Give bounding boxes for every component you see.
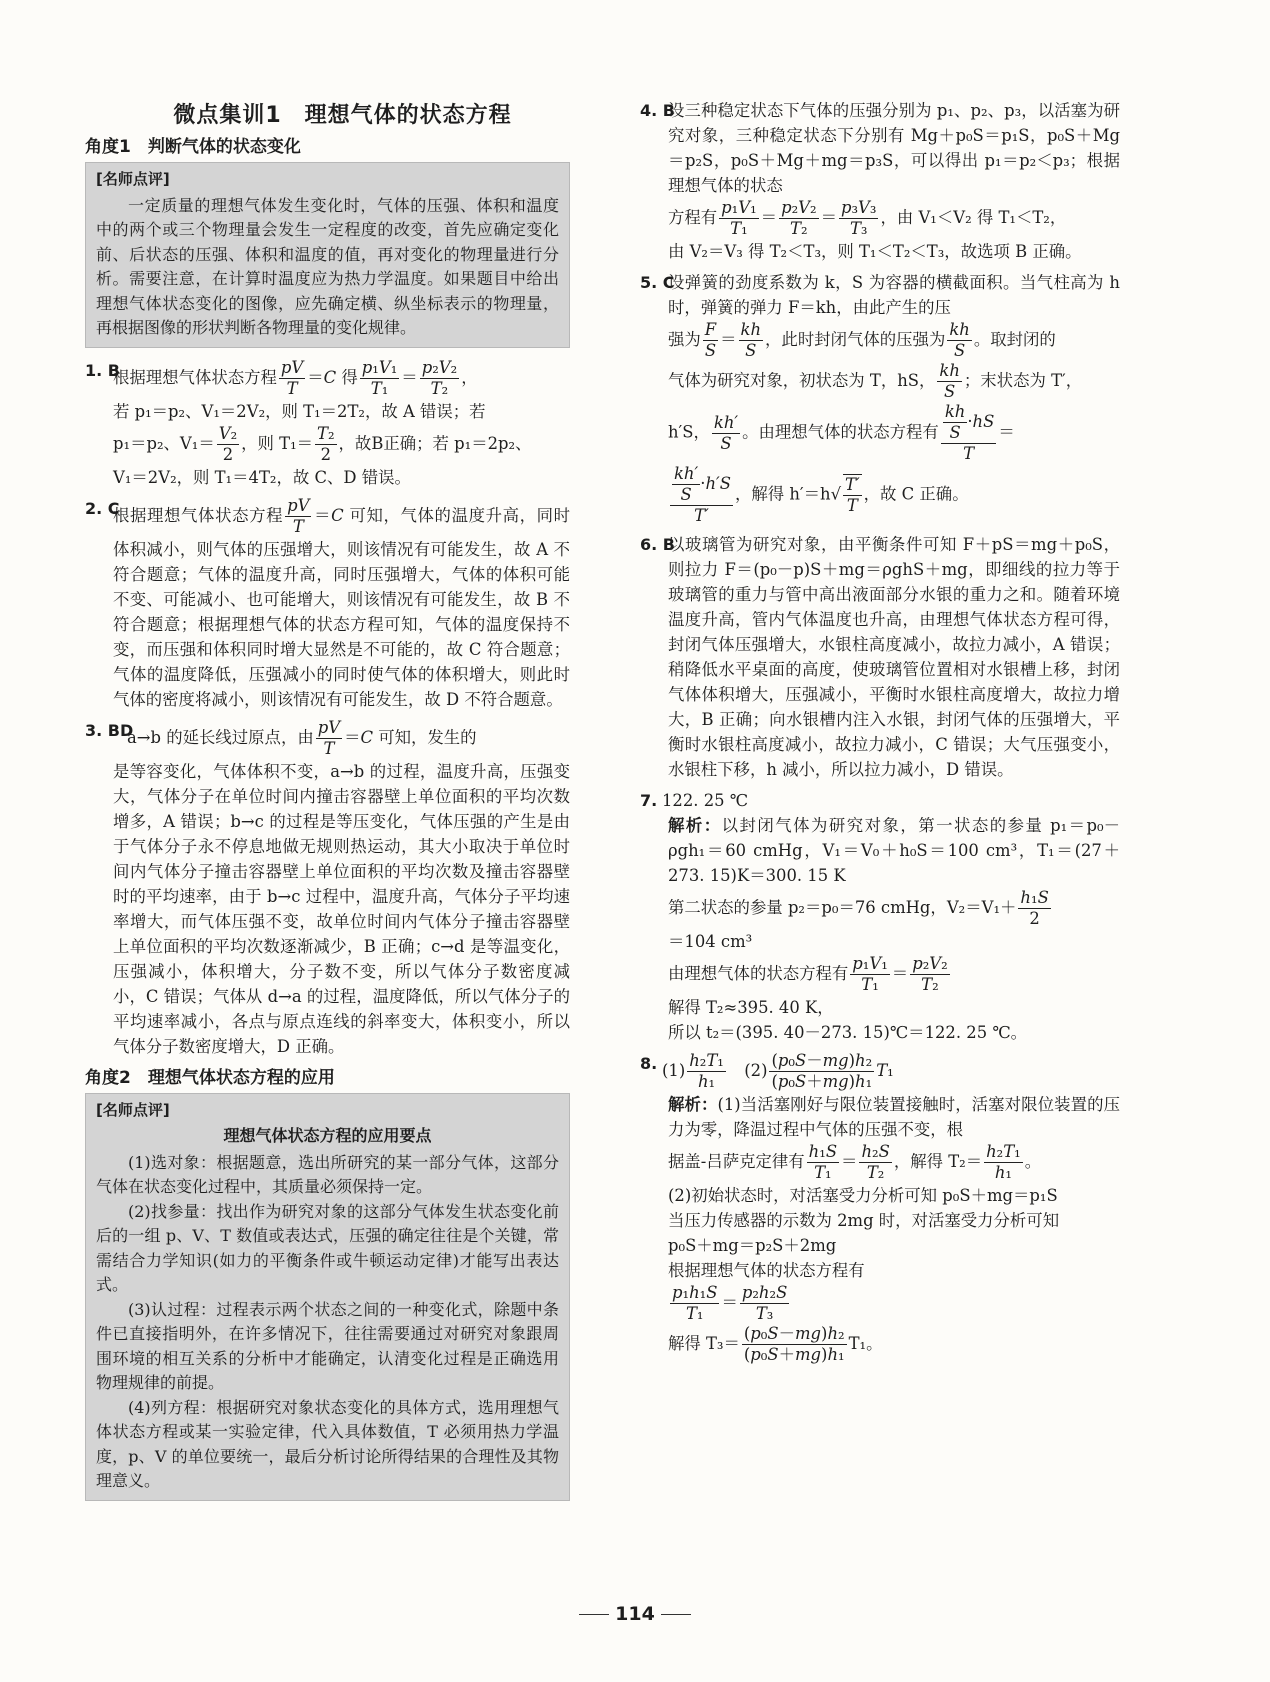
answer-7-text-a: 以封闭气体为研究对象，第一状态的参量 p₁＝p₀－ρgh₁＝60 cmHg，V₁＝V₀＋h₀S＝100 cm³，T₁＝(27＋273. 15)K＝300. 15 K [668, 816, 1121, 885]
formula-p1v1-t1-7: $\frac{\text{p₁V₁}}{\text{T₁}}$ [852, 954, 888, 994]
answer-7-text-c: ＝104 cm³ [668, 932, 753, 951]
tip-box-1-text: 一定质量的理想气体发生变化时，气体的压强、体积和温度中的两个或三个物理量会发生一定程度的改变，首先应确定变化前、后状态的压强、体积和温度的值，再对变化的物理量进行分析。需要注意，在计算时温度应为热力学温度。如果题目中给出理想气体状态变化的图像，应先确定横、纵坐标表示的物理量，再根据图像的形状判断各物理量的变化规律。 [96, 195, 559, 337]
answer-1-text-d: ，则 T₁＝ [241, 433, 314, 453]
answer-8-number: 8. [640, 1054, 658, 1073]
formula-pv-t-3: $\frac{pV}{T}$ [317, 717, 341, 758]
formula-h1s-t1: $\frac{\text{h₁S}}{\text{T₁}}$ [808, 1142, 838, 1182]
answer-5-number: 5. C [640, 273, 675, 292]
answer-8-analysis-label: 解析： [668, 1095, 718, 1114]
formula-state-initial: $\frac{kh}{S}$ ·hS T [941, 402, 997, 464]
formula-t3-result: $\frac{\text{(p₀S－mg)h₂}}{\text{(p₀S＋mg)h₁}}$ [743, 1324, 845, 1364]
answer-5-text-e: 气体为研究对象，初状态为 T，hS， [668, 371, 936, 390]
answer-7-analysis-label: 解析： [668, 816, 722, 835]
answer-8-text-a: (1)当活塞刚好与限位装置接触时，活塞对限位装置的压力为零，降温过程中气体的压强不变，根 [668, 1095, 1121, 1139]
answer-1: 1. B 根据理想气体状态方程 $\frac{pV}{T}$ ＝C 得 $\frac{\text{p₁V₁}}{\text{T₁}}$ ＝ $\frac{\text{p₂V₂}}{\text{T₂}}$ ， 若 p₁＝p₂、V₁＝2V₂，则 T₁＝2T₂，故 A 错误；若 p₁＝p₂、V₁＝ $\frac{\text{V₂}}{2}$ ，则 T₁＝ $\frac{\text{T₂}}{2}$ ，故B正确；若 p₁＝2p₂、 V₁＝2V₂，则 T₁＝4T₂，故 C、D 错误。 [85, 358, 570, 490]
formula-kh-s-2: $\frac{kh}{S}$ [949, 320, 970, 360]
answer-8-text-c: ，解得 T₂＝ [893, 1152, 983, 1171]
answer-8-part-1: (1) [662, 1061, 686, 1080]
answer-1-text-c: p₁＝p₂、V₁＝ [113, 433, 215, 453]
answer-7-text-f: 所以 t₂＝(395. 40－273. 15)℃＝122. 25 ℃。 [668, 1023, 1028, 1042]
page-number [0, 1603, 1270, 1625]
formula-kh-s: $\frac{kh}{S}$ [740, 320, 762, 360]
answer-7-number: 7. [640, 791, 658, 810]
answer-5-text-d: 。取封闭的 [973, 330, 1056, 349]
formula-t2-2: $\frac{\text{T₂}}{2}$ [317, 423, 335, 464]
tip-box-2-point-4: (4)列方程：根据研究对象状态变化的具体方式，选用理想气体状态方程或某一实验定律，代入具体数值，T 必须用热力学温度，p、V 的单位要统一，最后分析讨论所得结果的合理性及其物理意义。 [96, 1397, 559, 1490]
formula-p2v2-t2-4: $\frac{\text{p₂V₂}}{\text{T₂}}$ [781, 198, 817, 238]
answer-4-text-b: 方程有 [668, 208, 718, 227]
answer-8: 8. (1) $\frac{\text{h₂T₁}}{\text{h₁}}$ (2) $\frac{\text{(p₀S－mg)h₂}}{\text{(p₀S＋mg)h₁}}$ T₁ 解析：(1)当活塞刚好与限位装置接触时，活塞对限位装置的压力为零，降温过程中气体的压强不变，根 据盖-吕萨克定律有 $\frac{\text{h₁S}}{\text{T₁}}$ ＝ $\frac{\text{h₂S}}{\text{T₂}}$ ，解得 T₂＝ $\frac{\text{h₂T₁}}{\text{h₁}}$ 。 (2)初始状态时，对活塞受力分析可知 p₀S＋mg＝p₁S 当压力传感器的示数为 2mg 时，对活塞受力分析可知 p₀S＋mg＝p₂S＋2mg 根据理想气体的状态方程有 $\frac{\text{p₁h₁S}}{\text{T₁}}$ ＝ $\frac{\text{p₂h₂S}}{\text{T₃}}$ 解得 T₃＝ $\frac{\text{(p₀S－mg)h₂}}{\text{(p₀S＋mg)h₁}}$ T₁。 [640, 1051, 1121, 1364]
answer-5: 5. C 设弹簧的劲度系数为 k，S 为容器的横截面积。当气柱高为 h 时，弹簧的弹力 F＝kh，由此产生的压 强为 $\frac{F}{S}$ ＝ $\frac{kh}{S}$ ，此时封闭气体的压强为 $\frac{kh}{S}$ 。取封闭的 气体为研究对象，初状态为 T，hS， $\frac{kh}{S}$ ；末状态为 T′， h′S， $\frac{kh'}{S}$ 。由理想气体的状态方程有 $\frac{kh}{S}$ ·hS T ＝ $\frac{kh'}{S}$ ·h′S T′ ，解得 h′＝h√ $\frac{T'}{T}$ ，故 C 正确。 [640, 270, 1120, 526]
answer-8-text-f: 当压力传感器的示数为 2mg 时，对活塞受力分析可知 [668, 1211, 1060, 1230]
formula-h1s-2: $\frac{\text{h₁S}}{2}$ [1020, 888, 1049, 928]
formula-kh-s-3: $\frac{kh}{S}$ [939, 361, 960, 401]
formula-pv-t-2: $\frac{pV}{T}$ [287, 495, 310, 536]
answer-5-text-h: 。由理想气体的状态方程有 [742, 422, 939, 442]
answer-6-number: 6. B [640, 535, 675, 554]
formula-kh2-s: $\frac{kh'}{S}$ [713, 412, 739, 453]
answer-8-text-i: 解得 T₃＝ [668, 1334, 740, 1353]
answer-5-text-f: ；末状态为 T′， [963, 371, 1083, 390]
answer-2-number: 2. C [85, 498, 120, 518]
answer-5-text-a: 设弹簧的劲度系数为 k，S 为容器的横截面积。当气柱高为 h 时，弹簧的弹力 F＝kh，由此产生的压 [668, 273, 1120, 317]
formula-p1v1-t1-4: $\frac{\text{p₁V₁}}{\text{T₁}}$ [721, 198, 757, 238]
answer-8-text-e: (2)初始状态时，对活塞受力分析可知 p₀S＋mg＝p₁S [668, 1186, 1058, 1205]
answer-3-text-b: 可知，发生的 [378, 727, 477, 747]
answer-1-text-a: 根据理想气体状态方程 [113, 367, 277, 387]
answer-7-text-e: 解得 T₂≈395. 40 K， [668, 998, 834, 1017]
answer-4-text-c: ，由 V₁＜V₂ 得 T₁＜T₂， [880, 208, 1067, 227]
section-title: 微点集训1 理想气体的状态方程 [173, 103, 512, 128]
formula-sqrt-t: $\frac{T'}{T}$ [845, 475, 860, 515]
right-column [640, 98, 1120, 1371]
formula-f-s: $\frac{F}{S}$ [704, 320, 717, 360]
answer-2-text-a: 根据理想气体状态方程 [113, 505, 284, 525]
angle-1-heading: 角度1 判断气体的状态变化 [85, 137, 301, 157]
formula-h2s-t2: $\frac{\text{h₂S}}{\text{T₂}}$ [861, 1142, 890, 1182]
formula-state-final: $\frac{kh'}{S}$ ·h′S T′ [670, 464, 733, 526]
answer-4-text-d: 由 V₂＝V₃ 得 T₂＜T₃，则 T₁＜T₂＜T₃，故选项 B 正确。 [668, 242, 1082, 261]
answer-5-text-i: ，解得 h′＝h [734, 484, 831, 504]
formula-answer-8-2: $\frac{\text{(p₀S－mg)h₂}}{\text{(p₀S＋mg)h₁}}$ [771, 1051, 873, 1091]
answer-3-text-c: 是等容变化，气体体积不变，a→b 的过程，温度升高，压强变大，气体分子在单位时间内撞击容器壁上单位面积的平均次数增多，A 错误；b→c 的过程是等压变化，气体压强的产生是由于气体分子永不停息地做无规则热运动，其大小取决于单位时间内气体分子撞击容器壁上单位面积的平均次数及撞击容器壁时的平均速率，由于 b→c 过程中，温度升高，气体分子平均速率增大，而气体压强不变，故单位时间内气体分子撞击容器壁上单位面积的平均次数逐渐减少，B 正确；c→d 是等温变化，压强减小，体积增大，分子数不变，所以气体分子数密度减小，C 错误；气体从 d→a 的过程，温度降低，所以气体分子的平均速率减小，各点与原点连线的斜率变大，体积变小，所以气体分子数密度增大，D 正确。 [113, 761, 570, 1056]
answer-6 [640, 532, 1120, 782]
answer-8-text-h: 根据理想气体的状态方程有 [668, 1261, 865, 1280]
formula-p2v2-t2: $\frac{\text{p₂V₂}}{\text{T₂}}$ [421, 357, 458, 398]
formula-p2h2s-t3: $\frac{\text{p₂h₂S}}{\text{T₃}}$ [741, 1283, 788, 1323]
answer-4-text-a: 设三种稳定状态下气体的压强分别为 p₁、p₂、p₃，以活塞为研究对象，三种稳定状态下分别有 Mg＋p₀S＝p₁S，p₀S＋Mg＝p₂S，p₀S＋Mg＋mg＝p₃S，可以得出 p₁＝p₂＜p₃；根据理想气体的状态 [668, 101, 1120, 195]
page-number-text: 114 [615, 1603, 655, 1625]
tip-box-2-point-1: (1)选对象：根据题意，选出所研究的某一部分气体，这部分气体在状态变化过程中，其质量必须保持一定。 [96, 1152, 559, 1196]
tip-box-2-subtitle: 理想气体状态方程的应用要点 [223, 1126, 432, 1145]
answer-5-text-j: ，故 C 正确。 [863, 484, 969, 504]
tip-box-1 [85, 162, 570, 348]
answer-3-text-a: a→b 的延长线过原点，由 [127, 727, 314, 747]
answer-8-text-j: T₁。 [848, 1334, 883, 1353]
tip-box-2 [85, 1093, 570, 1501]
tip-box-2-point-3: (3)认过程：过程表示两个状态之间的一种变化式，除题中条件已直接指明外，在许多情况下，往往需要通过对研究对象跟周围环境的相互关系的分析中才能确定，认清变化过程是正确选用物理规律的前提。 [96, 1299, 559, 1392]
answer-7: 7. 122. 25 ℃ 解析：以封闭气体为研究对象，第一状态的参量 p₁＝p₀－ρgh₁＝60 cmHg，V₁＝V₀＋h₀S＝100 cm³，T₁＝(27＋273. 15)K＝300. 15 K 第二状态的参量 p₂＝p₀＝76 cmHg，V₂＝V₁＋ $\frac{\text{h₁S}}{2}$ ＝104 cm³ 由理想气体的状态方程有 $\frac{\text{p₁V₁}}{\text{T₁}}$ ＝ $\frac{\text{p₂V₂}}{\text{T₂}}$ 解得 T₂≈395. 40 K， 所以 t₂＝(395. 40－273. 15)℃＝122. 25 ℃。 [640, 788, 1120, 1045]
formula-h2t1-h1-b: $\frac{\text{h₂T₁}}{\text{h₁}}$ [986, 1142, 1021, 1182]
answer-3: 3. BD a→b 的延长线过原点，由 $\frac{pV}{T}$ ＝C 可知，发生的 是等容变化，气体体积不变，a→b 的过程，温度升高，压强变大，气体分子在单位时间内撞击容器壁上单位面积的平均次数增多，A 错误；b→c 的过程是等压变化，气体压强的产生是由于气体分子永不停息地做无规则热运动，其大小取决于单位时间内气体分子撞击容器壁上单位面积的平均次数及撞击容器壁时的平均速率，由于 b→c 过程中，温度升高，气体分子平均速率增大，而气体压强不变，故单位时间内气体分子撞击容器壁上单位面积的平均次数逐渐减少，B 正确；c→d 是等温变化，压强减小，体积增大，分子数不变，所以气体分子数密度减小，C 错误；气体从 d→a 的过程，温度降低，所以气体分子的平均速率减小，各点与原点连线的斜率变大，体积变小，所以气体分子数密度增大，D 正确。 [85, 718, 570, 1059]
answer-8-text-g: p₀S＋mg＝p₂S＋2mg [668, 1236, 837, 1255]
answer-8-text-d: 。 [1024, 1152, 1042, 1171]
tip-box-2-point-2: (2)找参量：找出作为研究对象的这部分气体发生状态变化前后的一组 p、V、T 数值或表达式，压强的确定往往是个关键，常需结合力学知识(如力的平衡条件或牛顿运动定律)才能写出表达式。 [96, 1201, 559, 1294]
tip-box-2-head: [名师点评] [96, 1100, 170, 1119]
left-column [85, 98, 570, 1511]
formula-h2t1-h1: $\frac{\text{h₂T₁}}{\text{h₁}}$ [689, 1051, 724, 1091]
answer-6-text: 以玻璃管为研究对象，由平衡条件可知 F＋pS＝mg＋p₀S，则拉力 F＝(p₀－p)S＋mg＝ρghS＋mg，即细线的拉力等于玻璃管的重力与管中高出液面部分水银的重力之和。随着环境温度升高，管内气体温度也升高，由理想气体状态方程可得，封闭气体压强增大，水银柱高度减小，故拉力减小，A 错误；稍降低水平桌面的高度，使玻璃管位置相对水银槽上移，封闭气体体积增大，压强减小，平衡时水银柱高度增大，故拉力增大，B 正确；向水银槽内注入水银，封闭气体的压强增大，平衡时水银柱高度减小，故拉力减小，C 错误；大气压强变小，水银柱下移，h 减小，所以拉力减小，D 错误。 [668, 535, 1120, 779]
answer-3-number: 3. BD [85, 720, 134, 740]
tip-box-1-head: [名师点评] [96, 170, 170, 188]
answer-8-part-2: (2) [744, 1061, 768, 1080]
angle-2-heading: 角度2 理想气体状态方程的应用 [85, 1067, 335, 1088]
formula-p1h1s-t1: $\frac{\text{p₁h₁S}}{\text{T₁}}$ [672, 1283, 718, 1323]
answer-4: 4. B 设三种稳定状态下气体的压强分别为 p₁、p₂、p₃，以活塞为研究对象，三种稳定状态下分别有 Mg＋p₀S＝p₁S，p₀S＋Mg＝p₂S，p₀S＋Mg＋mg＝p₃S，可以得出 p₁＝p₂＜p₃；根据理想气体的状态 方程有 $\frac{\text{p₁V₁}}{\text{T₁}}$ ＝ $\frac{\text{p₂V₂}}{\text{T₂}}$ ＝ $\frac{\text{p₃V₃}}{\text{T₃}}$ ，由 V₁＜V₂ 得 T₁＜T₂， 由 V₂＝V₃ 得 T₂＜T₃，则 T₁＜T₂＜T₃，故选项 B 正确。 [640, 98, 1120, 264]
formula-p2v2-t2-7: $\frac{\text{p₂V₂}}{\text{T₂}}$ [912, 954, 948, 994]
formula-pv-t: $\frac{pV}{T}$ [280, 357, 304, 398]
answer-1-text-e: ，故B正确；若 p₁＝2p₂、 [338, 433, 532, 453]
answer-5-text-b: 强为 [668, 330, 701, 349]
formula-v2-2: $\frac{\text{V₂}}{2}$ [218, 423, 238, 464]
answer-4-number: 4. B [640, 101, 675, 120]
answer-1-text-f: V₁＝2V₂，则 T₁＝4T₂，故 C、D 错误。 [113, 467, 411, 487]
answer-5-text-g: h′S， [668, 422, 710, 442]
answer-1-text-b: 若 p₁＝p₂、V₁＝2V₂，则 T₁＝2T₂，故 A 错误；若 [113, 401, 486, 421]
answer-7-value: 122. 25 ℃ [662, 791, 749, 810]
answer-2-text-b: 可知，气体的温度升高，同时体积减小，则气体的压强增大，则该情况有可能发生，故 A 不符合题意；气体的温度升高，同时压强增大，气体的体积可能不变、可能减小、也可能增大，则该情况有可能发生，故 B 不符合题意；根据理想气体的状态方程可知，气体的温度保持不变，而压强和体积同时增大显然是不可能的，故 C 符合题意；气体的温度降低，压强减小的同时使气体的体积增大，则此时气体的密度将减小，则该情况有可能发生，故 D 不符合题意。 [113, 505, 571, 709]
answer-5-text-c: ，此时封闭气体的压强为 [765, 330, 946, 349]
answer-2: 2. C 根据理想气体状态方程 $\frac{pV}{T}$ ＝C 可知，气体的温度升高，同时体积减小，则气体的压强增大，则该情况有可能发生，故 A 不符合题意；气体的温度升高，同时压强增大，气体的体积可能不变、可能减小、也可能增大，则该情况有可能发生，故 B 不符合题意；根据理想气体的状态方程可知，气体的温度保持不变，而压强和体积同时增大显然是不可能的，故 C 符合题意；气体的温度降低，压强减小的同时使气体的体积增大，则此时气体的密度将减小，则该情况有可能发生，故 D 不符合题意。 [85, 495, 571, 709]
answer-8-text-b: 据盖-吕萨克定律有 [668, 1152, 805, 1171]
answer-1-number: 1. B [85, 360, 120, 380]
formula-p1v1-t1: $\frac{\text{p₁V₁}}{\text{T₁}}$ [361, 357, 398, 398]
answer-7-text-b: 第二状态的参量 p₂＝p₀＝76 cmHg，V₂＝V₁＋ [668, 898, 1017, 917]
formula-p3v3-t3-4: $\frac{\text{p₃V₃}}{\text{T₃}}$ [840, 198, 877, 238]
answer-7-text-d: 由理想气体的状态方程有 [668, 964, 849, 983]
